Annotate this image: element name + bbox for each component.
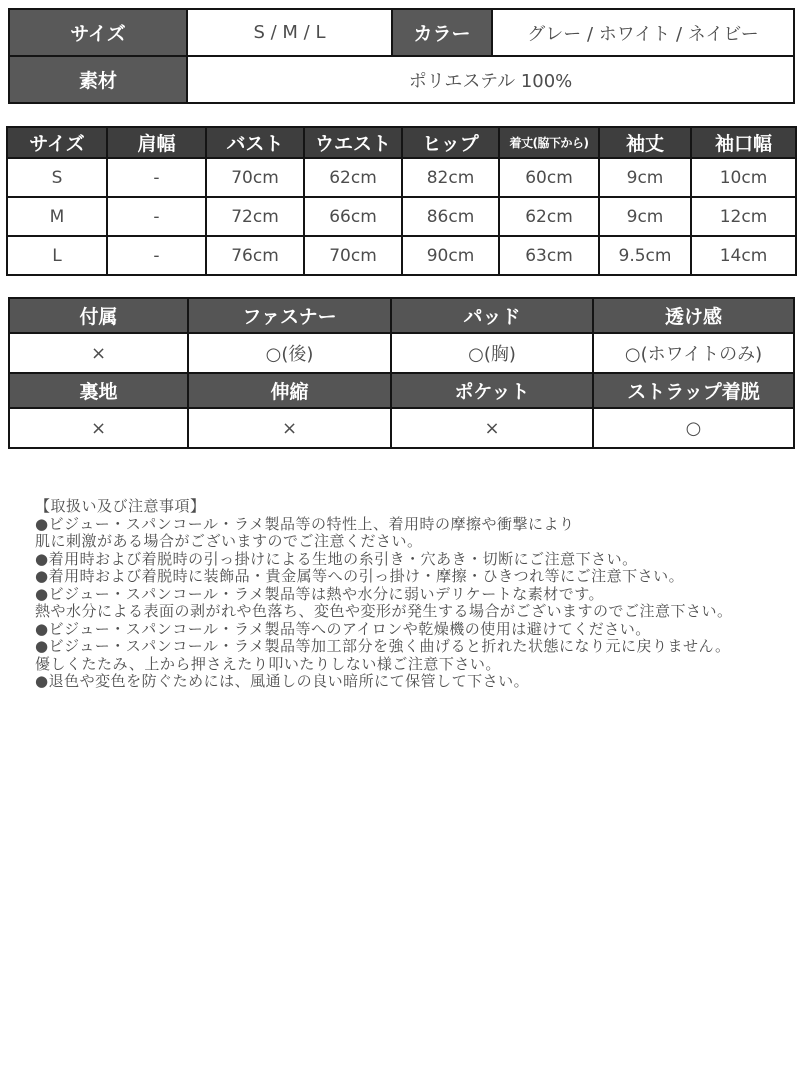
features-value-accessories: × bbox=[9, 333, 188, 373]
features-header-lining: 裏地 bbox=[9, 373, 188, 408]
size-chart-cell: 70cm bbox=[304, 236, 402, 275]
size-chart-cell: 9.5cm bbox=[599, 236, 691, 275]
size-chart-header-hip: ヒップ bbox=[402, 127, 499, 158]
features-header-pad: パッド bbox=[391, 298, 593, 333]
features-header-row-2 bbox=[9, 373, 794, 408]
care-note-line: ●ビジュー・スパンコール・ラメ製品等へのアイロンや乾燥機の使用は避けてください。 bbox=[35, 619, 651, 638]
features-value-row-2 bbox=[9, 408, 794, 448]
size-chart-cell: 62cm bbox=[499, 197, 599, 236]
size-chart-cell: L bbox=[7, 236, 107, 275]
care-note-line: 熱や水分による表面の剥がれや色落ち、変色や変形が発生する場合がございますのでご注意下さい。 bbox=[35, 602, 733, 620]
size-chart-cell: - bbox=[107, 158, 206, 197]
care-note-line: ●ビジュー・スパンコール・ラメ製品等の特性上、着用時の摩擦や衝撃により bbox=[35, 514, 575, 533]
size-chart-header-row bbox=[7, 127, 796, 158]
features-value-sheerness: ○(ホワイトのみ) bbox=[593, 333, 794, 373]
size-chart-row-m bbox=[7, 197, 796, 236]
features-value-strap: ○ bbox=[593, 408, 794, 448]
features-header-stretch: 伸縮 bbox=[188, 373, 391, 408]
care-notes bbox=[35, 498, 780, 691]
color-value-cell: グレー / ホワイト / ネイビー bbox=[492, 9, 794, 56]
size-chart-cell: 70cm bbox=[206, 158, 304, 197]
size-chart-cell: 63cm bbox=[499, 236, 599, 275]
size-value-cell: S / M / L bbox=[187, 9, 392, 56]
features-value-row-1 bbox=[9, 333, 794, 373]
features-value-pocket: × bbox=[391, 408, 593, 448]
size-chart-header-bust: バスト bbox=[206, 127, 304, 158]
size-chart-cell: 82cm bbox=[402, 158, 499, 197]
size-chart-header-waist: ウエスト bbox=[304, 127, 402, 158]
features-value-pad: ○(胸) bbox=[391, 333, 593, 373]
care-notes-title: 【取扱い及び注意事項】 bbox=[35, 497, 206, 515]
size-label-cell: サイズ bbox=[9, 9, 187, 56]
size-chart-cell: 86cm bbox=[402, 197, 499, 236]
size-chart-row-l bbox=[7, 236, 796, 275]
size-chart-cell: 10cm bbox=[691, 158, 796, 197]
size-chart-cell: 72cm bbox=[206, 197, 304, 236]
care-note-line: 優しくたたみ、上から押さえたり叩いたりしない様ご注意下さい。 bbox=[35, 654, 501, 673]
size-chart-cell: S bbox=[7, 158, 107, 197]
features-header-pocket: ポケット bbox=[391, 373, 593, 408]
size-chart-cell: 66cm bbox=[304, 197, 402, 236]
spec-table bbox=[8, 8, 795, 104]
care-note-line: ●ビジュー・スパンコール・ラメ製品等加工部分を強く曲げると折れた状態になり元に戻りません。 bbox=[35, 637, 731, 655]
features-value-lining: × bbox=[9, 408, 188, 448]
size-chart-header-cuff-width: 袖口幅 bbox=[691, 127, 796, 158]
material-value-cell: ポリエステル 100% bbox=[187, 56, 794, 103]
size-chart-cell: - bbox=[107, 197, 206, 236]
size-chart-table bbox=[6, 126, 797, 276]
size-chart-header-shoulder: 肩幅 bbox=[107, 127, 206, 158]
care-note-line: ●退色や変色を防ぐためには、風通しの良い暗所にて保管して下さい。 bbox=[35, 672, 530, 690]
size-chart-cell: 12cm bbox=[691, 197, 796, 236]
size-chart-cell: 60cm bbox=[499, 158, 599, 197]
size-chart-header-length: 着丈(脇下から) bbox=[499, 127, 599, 158]
size-chart-cell: 62cm bbox=[304, 158, 402, 197]
care-note-line: ●着用時および着脱時に装飾品・貴金属等への引っ掛け・摩擦・ひきつれ等にご注意下さい。 bbox=[35, 567, 685, 585]
spec-table-row-material bbox=[9, 56, 794, 103]
spec-table-row-size-color bbox=[9, 9, 794, 56]
size-chart-cell: - bbox=[107, 236, 206, 275]
size-chart-cell: 90cm bbox=[402, 236, 499, 275]
care-note-line: ●ビジュー・スパンコール・ラメ製品等は熱や水分に弱いデリケートな素材です。 bbox=[35, 584, 605, 603]
size-chart-cell: 76cm bbox=[206, 236, 304, 275]
features-table bbox=[8, 297, 795, 449]
features-header-sheerness: 透け感 bbox=[593, 298, 794, 333]
care-note-line: 肌に刺激がある場合がございますのでご注意ください。 bbox=[35, 532, 423, 550]
size-chart-header-size: サイズ bbox=[7, 127, 107, 158]
color-label-cell: カラー bbox=[392, 9, 492, 56]
features-value-zipper: ○(後) bbox=[188, 333, 391, 373]
features-header-zipper: ファスナー bbox=[188, 298, 391, 333]
features-header-accessories: 付属 bbox=[9, 298, 188, 333]
size-chart-cell: M bbox=[7, 197, 107, 236]
material-label-cell: 素材 bbox=[9, 56, 187, 103]
size-chart-header-sleeve-length: 袖丈 bbox=[599, 127, 691, 158]
features-header-strap: ストラップ着脱 bbox=[593, 373, 794, 408]
features-header-row-1 bbox=[9, 298, 794, 333]
size-chart-cell: 14cm bbox=[691, 236, 796, 275]
care-note-line: ●着用時および着脱時の引っ掛けによる生地の糸引き・穴あき・切断にご注意下さい。 bbox=[35, 549, 638, 568]
features-value-stretch: × bbox=[188, 408, 391, 448]
size-chart-cell: 9cm bbox=[599, 158, 691, 197]
size-chart-row-s bbox=[7, 158, 796, 197]
size-chart-cell: 9cm bbox=[599, 197, 691, 236]
